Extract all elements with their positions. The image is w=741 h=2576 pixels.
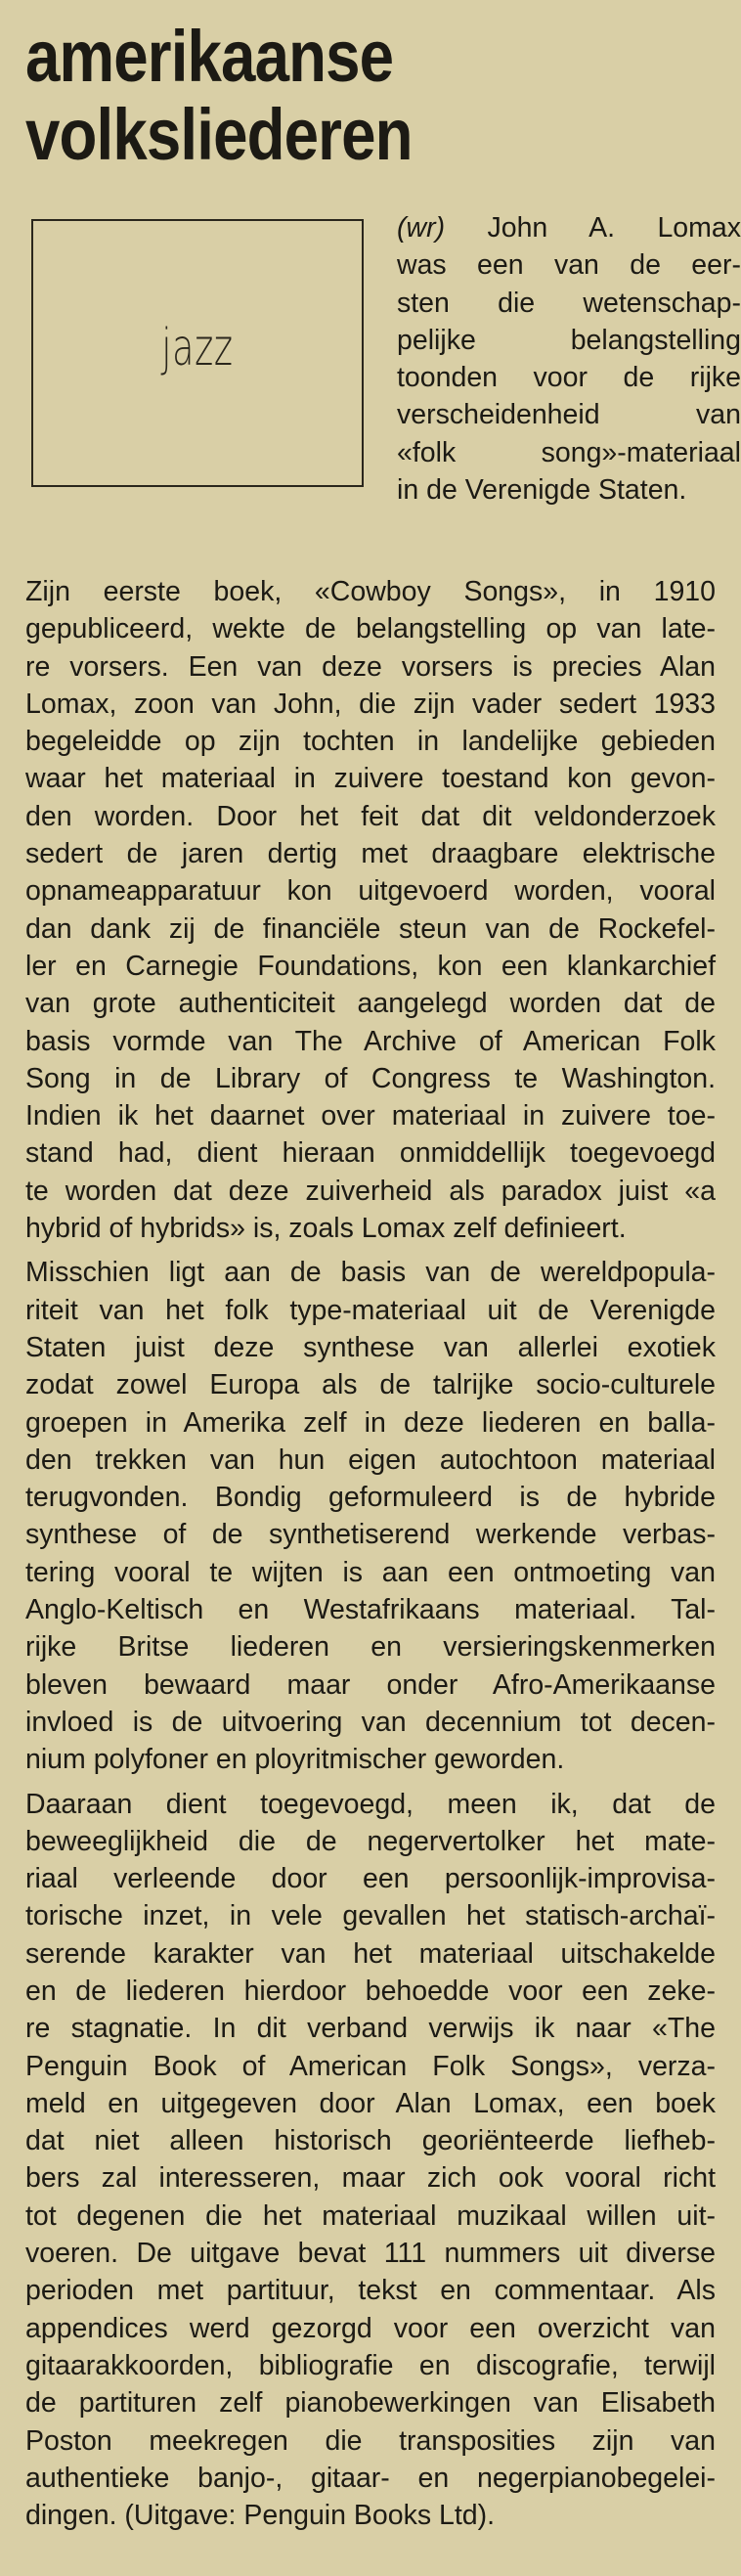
paragraph-line: riaal verleende door een persoonlijk-improvisa- (25, 1863, 716, 1895)
paragraph-line: zodat zowel Europa als de talrijke socio-culturele (25, 1369, 716, 1401)
intro-section (25, 209, 741, 542)
paragraph-line: van grote authenticiteit aangelegd worden dat de (25, 988, 716, 1020)
paragraph-line: beweeglijkheid die de negervertolker het mate- (25, 1825, 716, 1857)
paragraph-line: Staten juist deze synthese van allerlei exotiek (25, 1331, 716, 1363)
paragraph-line: perioden met partituur, tekst en commentaar. Als (25, 2275, 716, 2307)
paragraph (25, 1254, 716, 1778)
paragraph-line: riteit van het folk type-materiaal uit de Verenigde (25, 1294, 716, 1326)
paragraph-line: Anglo-Keltisch en Westafrikaans materiaal. Tal- (25, 1594, 716, 1626)
paragraph-line: synthese of de synthetiserend werkende verbas- (25, 1519, 716, 1551)
paragraph-line: bleven bewaard maar onder Afro-Amerikaanse (25, 1668, 716, 1701)
intro-line-text: verscheidenheid van (397, 399, 741, 431)
paragraph-line: Poston meekregen die transposities zijn van (25, 2424, 716, 2457)
paragraph-line: Penguin Book of American Folk Songs», verza- (25, 2050, 716, 2082)
paragraph-line: ler en Carnegie Foundations, kon een klankarchief (25, 950, 716, 982)
paragraph-line: begeleidde op zijn tochten in landelijke gebieden (25, 726, 716, 758)
paragraph-line: gitaarakkoorden, bibliografie en discografie, terwijl (25, 2349, 716, 2381)
paragraph-line: Daaraan dient toegevoegd, meen ik, dat de (25, 1788, 716, 1820)
section-label-box (31, 219, 364, 487)
paragraph-line: authentieke banjo-, gitaar- en negerpianobegelei- (25, 2462, 716, 2494)
paragraph-gap (25, 1779, 716, 1786)
byline: (wr) (397, 212, 446, 244)
paragraph-line: opnameapparatuur kon uitgevoerd worden, vooral (25, 875, 716, 908)
intro-line (397, 396, 741, 433)
paragraph-line: re vorsers. Een van deze vorsers is precies Alan (25, 650, 716, 683)
paragraph-line: basis vormde van The Archive of American Folk (25, 1025, 716, 1057)
intro-line (397, 285, 741, 322)
intro-line-text: sten die wetenschap- (397, 287, 741, 319)
headline-line-2: volksliederen (25, 94, 413, 175)
headline (25, 18, 624, 174)
article-body (25, 573, 716, 2534)
intro-line-text: John A. Lomax (487, 212, 741, 244)
paragraph-line: te worden dat deze zuiverheid als paradox juist «a (25, 1175, 716, 1207)
intro-line (397, 359, 741, 396)
paragraph-line: dingen. (Uitgave: Penguin Books Ltd). (25, 2500, 496, 2532)
paragraph-line: hybrid of hybrids» is, zoals Lomax zelf definieert. (25, 1213, 627, 1245)
paragraph-line: de partituren zelf pianobewerkingen van Elisabeth (25, 2387, 716, 2420)
paragraph (25, 1786, 716, 2535)
paragraph-line: meld en uitgegeven door Alan Lomax, een boek (25, 2087, 716, 2119)
paragraph-line: tering vooral te wijten is aan een ontmoeting van (25, 1556, 716, 1588)
intro-line (397, 471, 741, 509)
paragraph-line: stand had, dient hieraan onmiddellijk toegevoegd (25, 1137, 716, 1170)
paragraph-gap (25, 1247, 716, 1254)
paragraph-line: appendices werd gezorgd voor een overzicht van (25, 2312, 716, 2344)
paragraph (25, 573, 716, 1247)
intro-column (397, 209, 741, 509)
paragraph-line: groepen in Amerika zelf in deze liederen en balla- (25, 1406, 716, 1439)
section-label: jazz (161, 319, 234, 378)
paragraph-line: Lomax, zoon van John, die zijn vader sedert 1933 (25, 688, 716, 720)
paragraph-line: invloed is de uitvoering van decennium tot decen- (25, 1706, 716, 1738)
paragraph-line: waar het materiaal in zuivere toestand kon gevon- (25, 763, 716, 795)
intro-line (397, 434, 741, 471)
paragraph-line: rijke Britse liederen en versieringskenmerken (25, 1631, 716, 1664)
intro-line-text: «folk song»-materiaal (397, 436, 741, 468)
paragraph-line: serende karakter van het materiaal uitschakelde (25, 1937, 716, 1970)
paragraph-line: gepubliceerd, wekte de belangstelling op van late- (25, 613, 716, 645)
paragraph-line: den worden. Door het feit dat dit veldonderzoek (25, 800, 716, 832)
paragraph-line: Zijn eerste boek, «Cowboy Songs», in 1910 (25, 576, 716, 607)
headline-line-1: amerikaanse (25, 16, 394, 97)
intro-line (397, 246, 741, 284)
intro-line-text: toonden voor de rijke (397, 362, 741, 394)
intro-line-text: was een van de eer- (397, 249, 741, 282)
intro-line-text: pelijke belangstelling (397, 324, 741, 356)
paragraph-line: dat niet alleen historisch georiënteerde liefheb- (25, 2125, 716, 2157)
paragraph-line: bers zal interesseren, maar zich ook vooral richt (25, 2162, 716, 2195)
intro-line-text: in de Verenigde Staten. (397, 474, 687, 507)
paragraph-line: sedert de jaren dertig met draagbare elektrische (25, 838, 716, 870)
paragraph-line: en de liederen hierdoor behoedde voor een zeke- (25, 1975, 716, 2007)
paragraph-line: den trekken van hun eigen autochtoon materiaal (25, 1443, 716, 1476)
paragraph-line: re stagnatie. In dit verband verwijs ik naar «The (25, 2013, 716, 2045)
paragraph-line: dan dank zij de financiële steun van de Rockefel- (25, 912, 716, 945)
paragraph-line: tot degenen die het materiaal muzikaal willen uit- (25, 2199, 716, 2232)
paragraph-line: torische inzet, in vele gevallen het statisch-archaï- (25, 1900, 716, 1932)
paragraph-line: Song in de Library of Congress te Washington. (25, 1062, 716, 1094)
intro-line (397, 209, 741, 246)
paragraph-line: terugvonden. Bondig geformuleerd is de hybride (25, 1482, 716, 1514)
paragraph-line: voeren. De uitgave bevat 111 nummers uit diverse (25, 2238, 716, 2270)
intro-line (397, 322, 741, 359)
paragraph-line: Indien ik het daarnet over materiaal in zuivere toe- (25, 1100, 716, 1133)
paragraph-line: Misschien ligt aan de basis van de wereldpopula- (25, 1257, 716, 1289)
paragraph-line: nium polyfoner en ployritmischer geworden. (25, 1744, 565, 1776)
